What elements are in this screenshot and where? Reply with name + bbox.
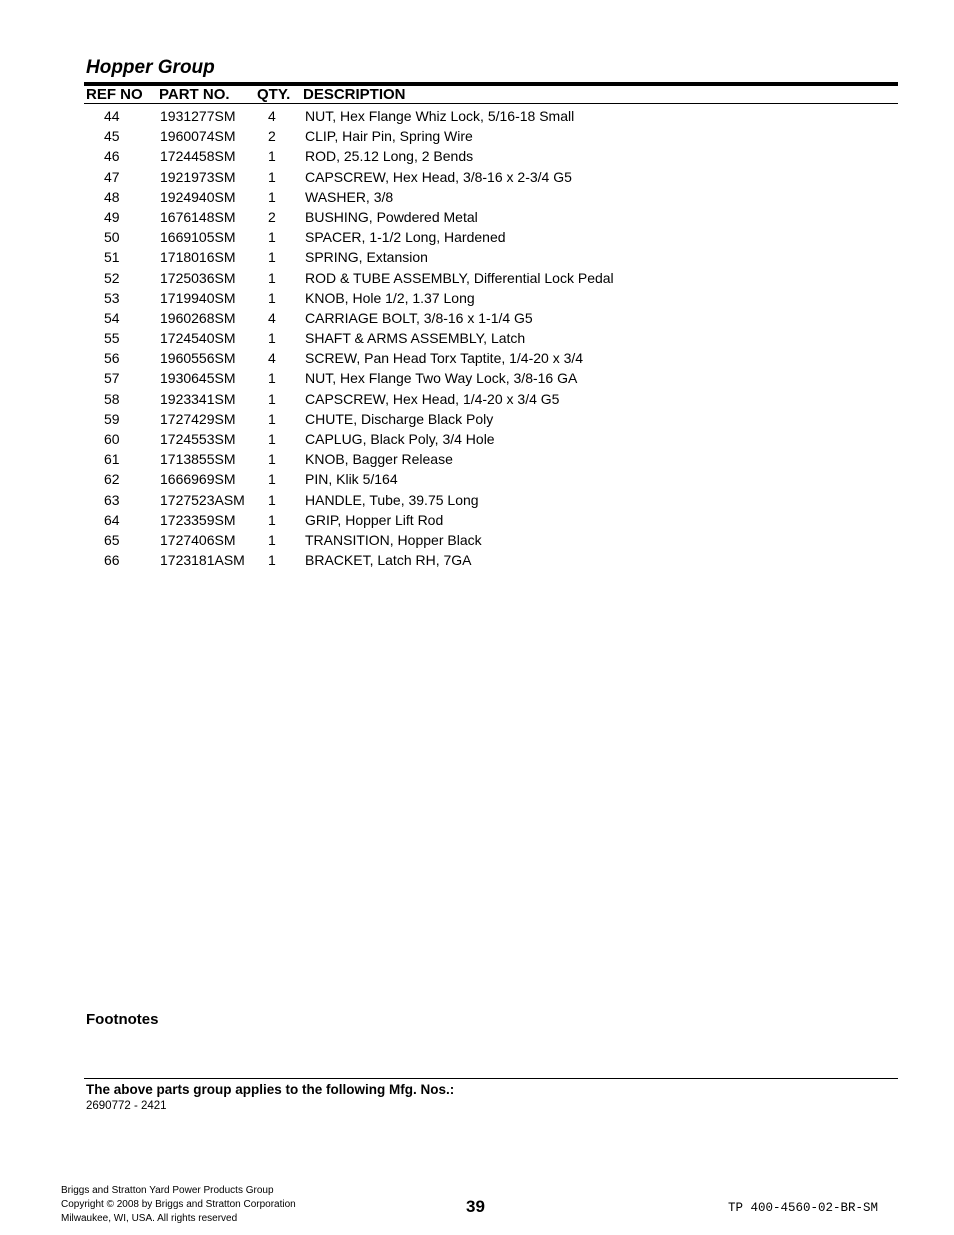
ref-no-cell: 49 bbox=[104, 208, 120, 225]
ref-no-cell: 65 bbox=[104, 531, 120, 548]
table-row bbox=[0, 167, 954, 187]
parts-table bbox=[0, 106, 954, 570]
part-no-cell: 1727523ASM bbox=[160, 491, 245, 508]
ref-no-cell: 57 bbox=[104, 370, 120, 387]
table-row bbox=[0, 409, 954, 429]
part-no-cell: 1923341SM bbox=[160, 390, 236, 407]
ref-no-cell: 66 bbox=[104, 552, 120, 569]
ref-no-cell: 46 bbox=[104, 148, 120, 165]
table-row bbox=[0, 389, 954, 409]
part-no-cell: 1724458SM bbox=[160, 148, 236, 165]
part-no-cell: 1930645SM bbox=[160, 370, 236, 387]
part-no-cell: 1666969SM bbox=[160, 471, 236, 488]
description-cell: HANDLE, Tube, 39.75 Long bbox=[305, 491, 479, 508]
part-no-cell: 1718016SM bbox=[160, 249, 236, 266]
table-row bbox=[0, 187, 954, 207]
part-no-cell: 1724540SM bbox=[160, 330, 236, 347]
description-cell: KNOB, Hole 1/2, 1.37 Long bbox=[305, 289, 475, 306]
qty-cell: 1 bbox=[268, 451, 276, 468]
part-no-cell: 1924940SM bbox=[160, 188, 236, 205]
description-cell: SPACER, 1-1/2 Long, Hardened bbox=[305, 229, 506, 246]
description-cell: PIN, Klik 5/164 bbox=[305, 471, 398, 488]
part-no-cell: 1921973SM bbox=[160, 168, 236, 185]
description-cell: NUT, Hex Flange Whiz Lock, 5/16-18 Small bbox=[305, 108, 575, 124]
description-cell: CLIP, Hair Pin, Spring Wire bbox=[305, 128, 473, 145]
mfg-rule bbox=[84, 1078, 898, 1079]
table-row bbox=[0, 146, 954, 166]
table-row bbox=[0, 449, 954, 469]
qty-cell: 1 bbox=[268, 188, 276, 205]
ref-no-cell: 58 bbox=[104, 390, 120, 407]
header-description: DESCRIPTION bbox=[303, 86, 406, 103]
description-cell: BRACKET, Latch RH, 7GA bbox=[305, 552, 472, 569]
qty-cell: 1 bbox=[268, 269, 276, 286]
qty-cell: 4 bbox=[268, 108, 276, 124]
description-cell: SCREW, Pan Head Torx Taptite, 1/4-20 x 3/4 bbox=[305, 350, 584, 367]
table-row bbox=[0, 328, 954, 348]
table-row bbox=[0, 308, 954, 328]
ref-no-cell: 55 bbox=[104, 330, 120, 347]
header-qty: QTY. bbox=[257, 86, 291, 103]
location-line: Milwaukee, WI, USA. All rights reserved bbox=[61, 1213, 238, 1224]
ref-no-cell: 53 bbox=[104, 289, 120, 306]
ref-no-cell: 54 bbox=[104, 309, 120, 326]
qty-cell: 1 bbox=[268, 552, 276, 569]
qty-cell: 1 bbox=[268, 390, 276, 407]
ref-no-cell: 61 bbox=[104, 451, 120, 468]
part-no-cell: 1960074SM bbox=[160, 128, 236, 145]
description-cell: CHUTE, Discharge Black Poly bbox=[305, 410, 494, 427]
qty-cell: 1 bbox=[268, 471, 276, 488]
part-no-cell: 1676148SM bbox=[160, 208, 236, 225]
qty-cell: 2 bbox=[268, 128, 276, 145]
part-no-cell: 1713855SM bbox=[160, 451, 236, 468]
ref-no-cell: 50 bbox=[104, 229, 120, 246]
table-row bbox=[0, 510, 954, 530]
description-cell: ROD & TUBE ASSEMBLY, Differential Lock Pedal bbox=[305, 269, 614, 286]
qty-cell: 1 bbox=[268, 249, 276, 266]
qty-cell: 1 bbox=[268, 289, 276, 306]
qty-cell: 1 bbox=[268, 370, 276, 387]
ref-no-cell: 48 bbox=[104, 188, 120, 205]
part-no-cell: 1724553SM bbox=[160, 431, 236, 447]
table-row bbox=[0, 268, 954, 288]
mfg-heading: The above parts group applies to the following Mfg. Nos.: bbox=[86, 1082, 455, 1097]
ref-no-cell: 64 bbox=[104, 511, 120, 528]
part-no-cell: 1719940SM bbox=[160, 289, 236, 306]
header-rule bbox=[84, 103, 898, 104]
table-row bbox=[0, 348, 954, 368]
qty-cell: 2 bbox=[268, 208, 276, 225]
ref-no-cell: 63 bbox=[104, 491, 120, 508]
description-cell: CAPSCREW, Hex Head, 3/8-16 x 2-3/4 G5 bbox=[305, 168, 572, 185]
page-title: Hopper Group bbox=[86, 57, 215, 78]
qty-cell: 1 bbox=[268, 168, 276, 185]
table-row bbox=[0, 126, 954, 146]
part-no-cell: 1723181ASM bbox=[160, 552, 245, 569]
description-cell: BUSHING, Powdered Metal bbox=[305, 208, 478, 225]
table-row bbox=[0, 550, 954, 570]
ref-no-cell: 47 bbox=[104, 168, 120, 185]
part-no-cell: 1727406SM bbox=[160, 531, 236, 548]
qty-cell: 1 bbox=[268, 330, 276, 347]
table-row bbox=[0, 490, 954, 510]
qty-cell: 1 bbox=[268, 511, 276, 528]
description-cell: CARRIAGE BOLT, 3/8-16 x 1-1/4 G5 bbox=[305, 309, 533, 326]
company-line: Briggs and Stratton Yard Power Products Group bbox=[61, 1185, 274, 1196]
qty-cell: 1 bbox=[268, 431, 276, 447]
part-no-cell: 1725036SM bbox=[160, 269, 236, 286]
description-cell: SPRING, Extansion bbox=[305, 249, 428, 266]
part-no-cell: 1727429SM bbox=[160, 410, 236, 427]
ref-no-cell: 52 bbox=[104, 269, 120, 286]
table-row bbox=[0, 429, 954, 449]
company-address bbox=[61, 1184, 296, 1226]
qty-cell: 4 bbox=[268, 309, 276, 326]
part-no-cell: 1669105SM bbox=[160, 229, 236, 246]
table-row bbox=[0, 247, 954, 267]
qty-cell: 1 bbox=[268, 531, 276, 548]
description-cell: ROD, 25.12 Long, 2 Bends bbox=[305, 148, 474, 165]
qty-cell: 1 bbox=[268, 491, 276, 508]
ref-no-cell: 62 bbox=[104, 471, 120, 488]
qty-cell: 4 bbox=[268, 350, 276, 367]
table-row bbox=[0, 106, 954, 126]
part-no-cell: 1960268SM bbox=[160, 309, 236, 326]
table-row bbox=[0, 288, 954, 308]
description-cell: KNOB, Bagger Release bbox=[305, 451, 453, 468]
page-number: 39 bbox=[466, 1197, 485, 1216]
copyright-line: Copyright © 2008 by Briggs and Stratton Corporation bbox=[61, 1199, 296, 1210]
description-cell: SHAFT & ARMS ASSEMBLY, Latch bbox=[305, 330, 526, 347]
ref-no-cell: 51 bbox=[104, 249, 120, 266]
description-cell: CAPSCREW, Hex Head, 1/4-20 x 3/4 G5 bbox=[305, 390, 560, 407]
mfg-numbers: 2690772 - 2421 bbox=[86, 1100, 167, 1112]
ref-no-cell: 44 bbox=[104, 108, 120, 124]
header-ref-no: REF NO bbox=[86, 86, 143, 103]
ref-no-cell: 60 bbox=[104, 431, 120, 447]
part-no-cell: 1960556SM bbox=[160, 350, 236, 367]
table-row bbox=[0, 368, 954, 388]
qty-cell: 1 bbox=[268, 229, 276, 246]
qty-cell: 1 bbox=[268, 410, 276, 427]
ref-no-cell: 56 bbox=[104, 350, 120, 367]
description-cell: TRANSITION, Hopper Black bbox=[305, 531, 482, 548]
description-cell: GRIP, Hopper Lift Rod bbox=[305, 511, 444, 528]
part-no-cell: 1723359SM bbox=[160, 511, 236, 528]
table-row bbox=[0, 530, 954, 550]
table-row bbox=[0, 469, 954, 489]
footnotes-heading: Footnotes bbox=[86, 1011, 159, 1028]
qty-cell: 1 bbox=[268, 148, 276, 165]
description-cell: WASHER, 3/8 bbox=[305, 188, 394, 205]
table-row bbox=[0, 207, 954, 227]
ref-no-cell: 45 bbox=[104, 128, 120, 145]
document-id: TP 400-4560-02-BR-SM bbox=[728, 1201, 879, 1215]
part-no-cell: 1931277SM bbox=[160, 108, 236, 124]
description-cell: NUT, Hex Flange Two Way Lock, 3/8-16 GA bbox=[305, 370, 578, 387]
ref-no-cell: 59 bbox=[104, 410, 120, 427]
table-row bbox=[0, 227, 954, 247]
header-part-no: PART NO. bbox=[159, 86, 230, 103]
description-cell: CAPLUG, Black Poly, 3/4 Hole bbox=[305, 431, 495, 447]
